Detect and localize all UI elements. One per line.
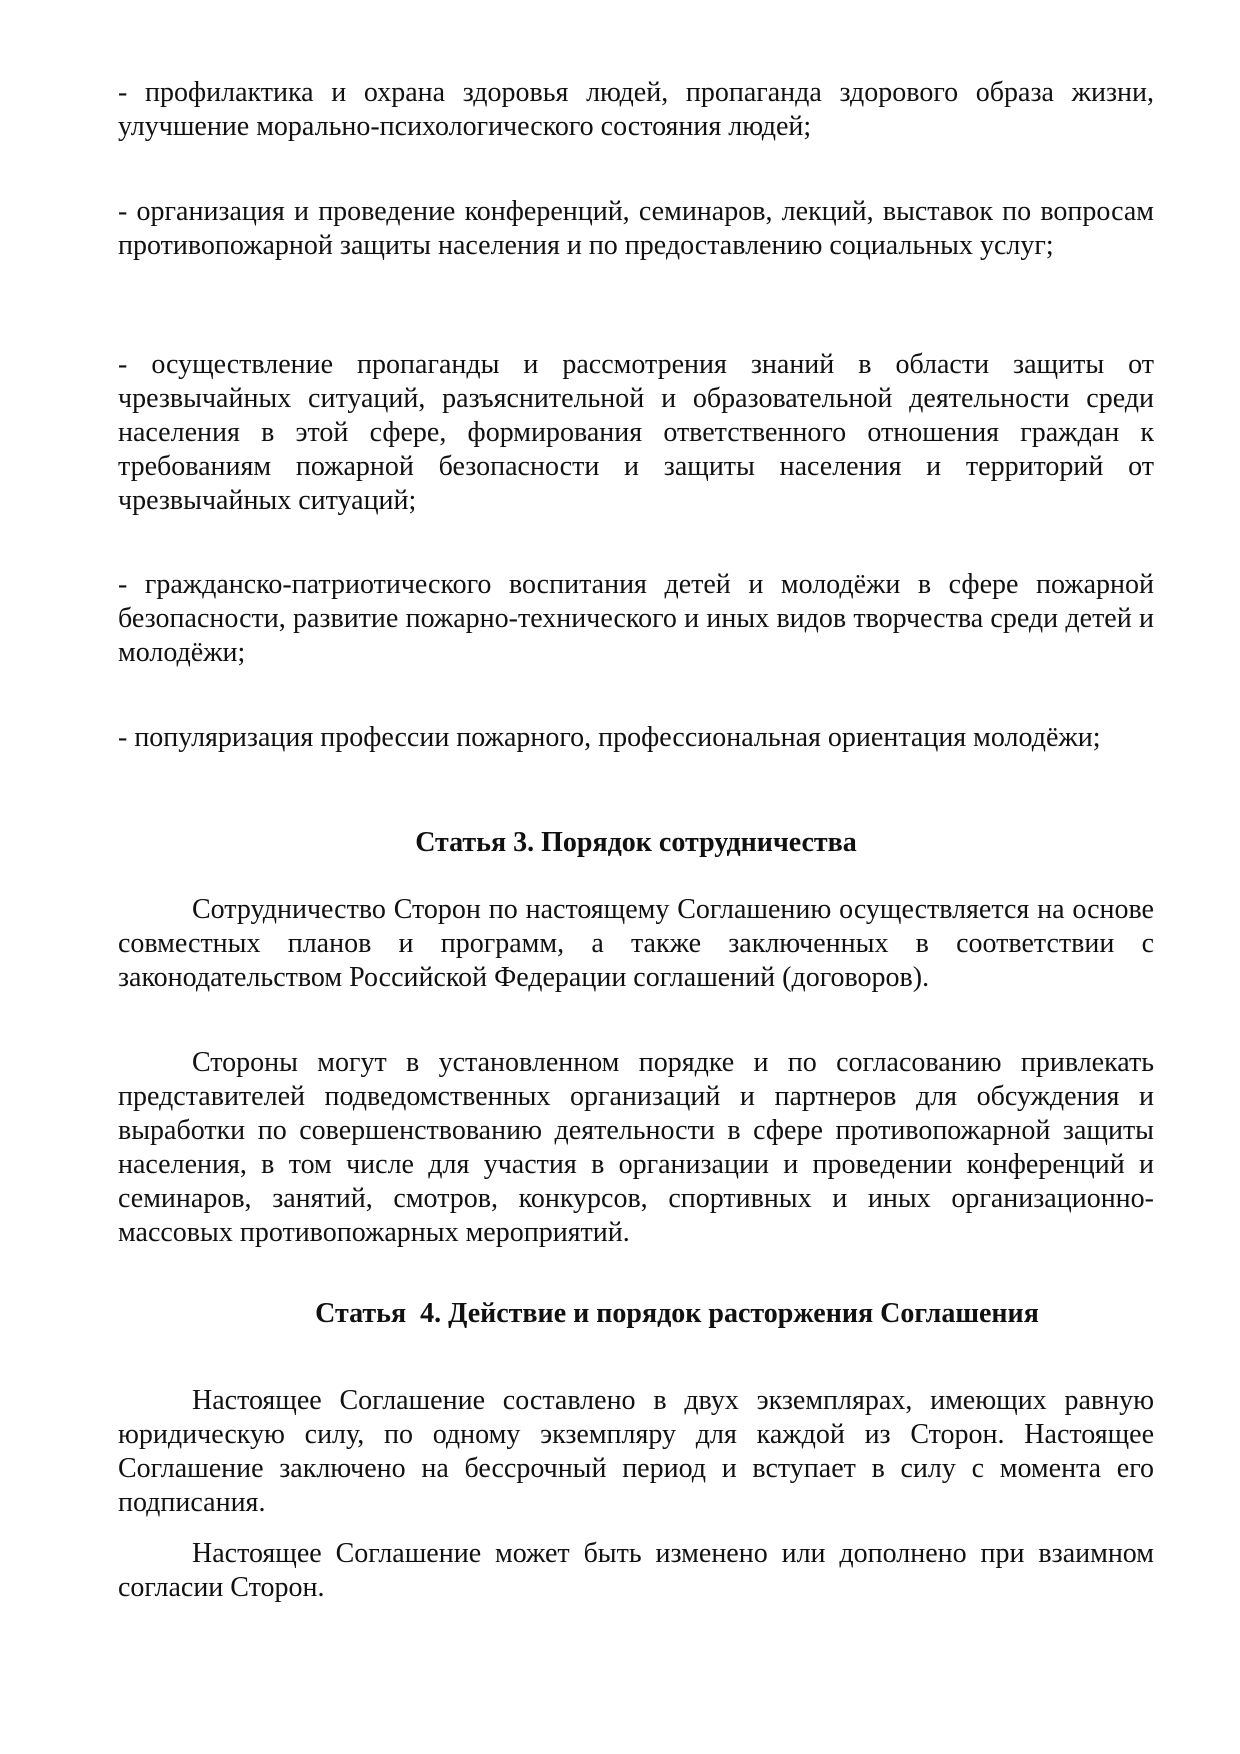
list-item-propaganda: - осуществление пропаганды и рассмотрения знаний в области защиты от чрезвычайных ситуаций, разъяснительной и образовательной деятельности среди населения в этой сфере, формирования ответственного отношения граждан к требованиям пожарной безопасности и защиты населения и территорий от чрезвычайных ситуаций; — [118, 349, 1154, 516]
article3-paragraph-2: Стороны могут в установленном порядке и по согласованию привлекать представителей подведомственных организаций и партнеров для обсуждения и выработки по совершенствованию деятельности в сфере противопожарной защиты населения, в том числе для участия в организации и проведении конференций и семинаров, занятий, смотров, конкурсов, спортивных и иных организационно-массовых противопожарных мероприятий. — [118, 1047, 1154, 1248]
list-item-patriotic-education: - гражданско-патриотического воспитания детей и молодёжи в сфере пожарной безопасности, развитие пожарно-технического и иных видов творчества среди детей и молодёжи; — [118, 569, 1154, 668]
list-item-popularization: - популяризация профессии пожарного, профессиональная ориентация молодёжи; — [118, 722, 1101, 753]
article3-paragraph-1: Сотрудничество Сторон по настоящему Соглашению осуществляется на основе совместных планов и программ, а также заключенных в соответствии с законодательством Российской Федерации соглашений (договоров). — [118, 894, 1154, 993]
list-item-conferences: - организация и проведение конференций, семинаров, лекций, выставок по вопросам противопожарной защиты населения и по предоставлению социальных услуг; — [118, 196, 1154, 261]
article4-paragraph-2: Настоящее Соглашение может быть изменено или дополнено при взаимном согласии Сторон. — [118, 1538, 1154, 1603]
article4-heading: Статья 4. Действие и порядок расторжения Соглашения — [315, 1298, 1039, 1329]
list-item-health: - профилактика и охрана здоровья людей, пропаганда здорового образа жизни, улучшение морально-психологического состояния людей; — [118, 77, 1154, 142]
article4-paragraph-1: Настоящее Соглашение составлено в двух экземплярах, имеющих равную юридическую силу, по одному экземпляру для каждой из Сторон. Настоящее Соглашение заключено на бессрочный период и вступает в силу с момента его подписания. — [118, 1385, 1154, 1518]
article3-heading: Статья 3. Порядок сотрудничества — [415, 827, 857, 858]
